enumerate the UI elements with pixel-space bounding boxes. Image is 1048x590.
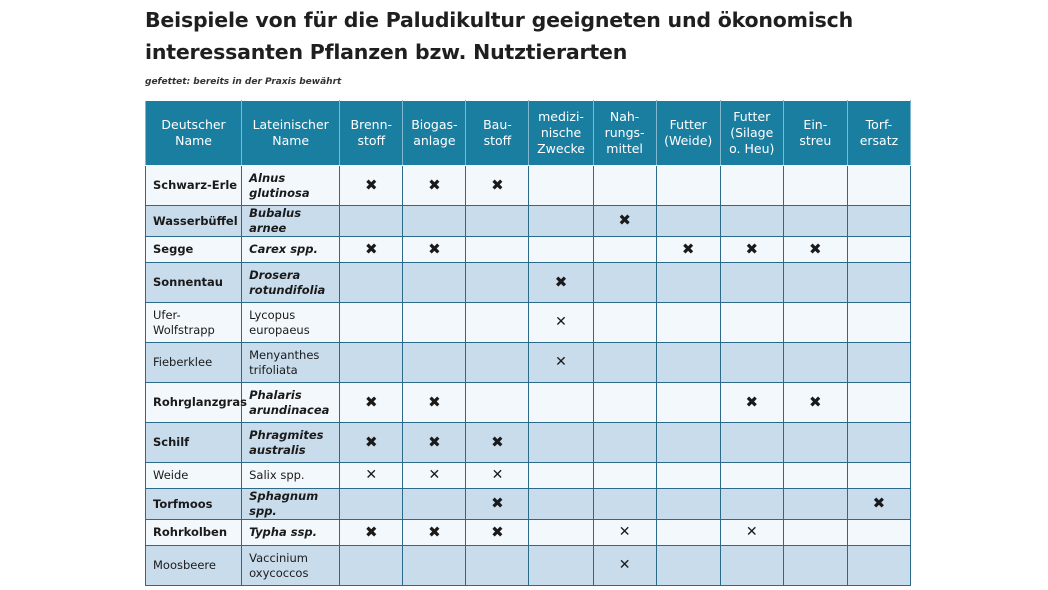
mark-cell: [466, 263, 529, 303]
cross-mark-thin-icon: ✕: [555, 354, 567, 370]
mark-cell: [593, 423, 656, 463]
mark-cell: [466, 489, 529, 520]
header-row: [146, 101, 911, 166]
mark-cell: [656, 166, 720, 206]
cross-mark-icon: ✖: [365, 432, 378, 451]
mark-cell: [847, 520, 910, 546]
column-header: Lateinischer Name: [242, 101, 340, 166]
cross-mark-thin-icon: ✕: [618, 557, 631, 573]
cross-mark-icon: ✖: [809, 239, 822, 258]
mark-cell: [847, 206, 910, 237]
mark-cell: [529, 423, 593, 463]
cross-mark-thin-icon: ✕: [745, 524, 758, 540]
cross-mark-icon: ✖: [491, 432, 504, 451]
column-header: Deutscher Name: [146, 101, 242, 166]
german-name-cell: Sonnentau: [146, 263, 242, 303]
table-row: [146, 206, 911, 237]
cross-mark-icon: ✖: [491, 175, 504, 194]
mark-cell: [783, 166, 847, 206]
cross-mark-icon: ✖: [365, 522, 378, 541]
table-row: [146, 423, 911, 463]
mark-cell: [656, 343, 720, 383]
mark-cell: [340, 383, 403, 423]
cross-mark-thin-icon: ✕: [555, 314, 567, 330]
mark-cell: [529, 166, 593, 206]
column-header: Futter (Silage o. Heu): [720, 101, 783, 166]
column-header: Nah- rungs- mittel: [593, 101, 656, 166]
mark-cell: [403, 383, 466, 423]
table-row: [146, 489, 911, 520]
mark-cell: [340, 423, 403, 463]
cross-mark-icon: ✖: [428, 175, 441, 194]
table-row: [146, 166, 911, 206]
mark-cell: [340, 263, 403, 303]
column-header: Biogas- anlage: [403, 101, 466, 166]
cross-mark-thin-icon: ✕: [365, 467, 378, 483]
mark-cell: [656, 489, 720, 520]
column-header: Futter (Weide): [656, 101, 720, 166]
page-title: Beispiele von für die Paludikultur geeigneten und ökonomisch interessanten Pflanzen bzw. Nutztierarten: [145, 8, 854, 64]
mark-cell: [340, 463, 403, 489]
cross-mark-icon: ✖: [428, 392, 441, 411]
cross-mark-icon: ✖: [745, 239, 759, 258]
mark-cell: [847, 237, 910, 263]
table-row: [146, 383, 911, 423]
cross-mark-icon: ✖: [491, 494, 504, 512]
table-row: [146, 263, 911, 303]
table-body: [146, 166, 911, 586]
mark-cell: [783, 343, 847, 383]
mark-cell: [466, 166, 529, 206]
legend-note: gefettet: bereits in der Praxis bewährt: [145, 77, 342, 87]
cross-mark-thin-icon: ✕: [428, 467, 441, 483]
column-header: Brenn- stoff: [340, 101, 403, 166]
column-header: Torf- ersatz: [847, 101, 910, 166]
mark-cell: [593, 303, 656, 343]
mark-cell: [340, 206, 403, 237]
cross-mark-icon: ✖: [809, 392, 822, 411]
mark-cell: [720, 237, 783, 263]
cross-mark-icon: ✖: [554, 272, 568, 291]
latin-name-cell: Menyanthes trifoliata: [242, 343, 340, 383]
mark-cell: [783, 423, 847, 463]
mark-cell: [466, 463, 529, 489]
mark-cell: [847, 423, 910, 463]
cross-mark-icon: ✖: [428, 432, 441, 451]
column-header: medizi- nische Zwecke: [529, 101, 593, 166]
german-name-cell: Segge: [146, 237, 242, 263]
mark-cell: [656, 520, 720, 546]
mark-cell: [466, 423, 529, 463]
mark-cell: [466, 520, 529, 546]
cross-mark-icon: ✖: [618, 211, 631, 229]
mark-cell: [847, 166, 910, 206]
mark-cell: [720, 206, 783, 237]
latin-name-cell: Salix spp.: [242, 463, 340, 489]
cross-mark-icon: ✖: [491, 522, 504, 541]
mark-cell: [720, 166, 783, 206]
mark-cell: [847, 303, 910, 343]
mark-cell: [656, 263, 720, 303]
mark-cell: [466, 303, 529, 343]
table-row: [146, 520, 911, 546]
latin-name-cell: Sphagnum spp.: [242, 489, 340, 520]
mark-cell: [403, 520, 466, 546]
mark-cell: [529, 237, 593, 263]
mark-cell: [340, 237, 403, 263]
cross-mark-icon: ✖: [745, 392, 759, 411]
table-row: [146, 303, 911, 343]
latin-name-cell: Phalaris arundinacea: [242, 383, 340, 423]
mark-cell: [847, 489, 910, 520]
mark-cell: [720, 520, 783, 546]
mark-cell: [529, 206, 593, 237]
mark-cell: [720, 463, 783, 489]
latin-name-cell: Lycopus europaeus: [242, 303, 340, 343]
mark-cell: [783, 489, 847, 520]
mark-cell: [783, 303, 847, 343]
cross-mark-icon: ✖: [681, 239, 695, 258]
mark-cell: [403, 463, 466, 489]
german-name-cell: Ufer- Wolfstrapp: [146, 303, 242, 343]
german-name-cell: Rohrkolben: [146, 520, 242, 546]
mark-cell: [403, 166, 466, 206]
mark-cell: [720, 423, 783, 463]
mark-cell: [783, 263, 847, 303]
mark-cell: [847, 343, 910, 383]
mark-cell: [783, 237, 847, 263]
mark-cell: [847, 546, 910, 586]
latin-name-cell: Phragmites australis: [242, 423, 340, 463]
mark-cell: [720, 343, 783, 383]
mark-cell: [340, 546, 403, 586]
mark-cell: [656, 383, 720, 423]
latin-name-cell: Vaccinium oxycoccos: [242, 546, 340, 586]
mark-cell: [593, 463, 656, 489]
mark-cell: [656, 303, 720, 343]
mark-cell: [403, 546, 466, 586]
cross-mark-icon: ✖: [428, 522, 441, 541]
mark-cell: [340, 489, 403, 520]
mark-cell: [529, 343, 593, 383]
mark-cell: [340, 520, 403, 546]
mark-cell: [593, 520, 656, 546]
column-header: Ein- streu: [783, 101, 847, 166]
paludiculture-table: [145, 100, 911, 586]
german-name-cell: Torfmoos: [146, 489, 242, 520]
mark-cell: [403, 343, 466, 383]
mark-cell: [529, 520, 593, 546]
mark-cell: [593, 263, 656, 303]
mark-cell: [593, 383, 656, 423]
mark-cell: [783, 383, 847, 423]
mark-cell: [466, 546, 529, 586]
cross-mark-icon: ✖: [365, 392, 378, 411]
mark-cell: [783, 206, 847, 237]
mark-cell: [783, 520, 847, 546]
mark-cell: [403, 263, 466, 303]
mark-cell: [593, 546, 656, 586]
table-row: [146, 237, 911, 263]
mark-cell: [466, 237, 529, 263]
mark-cell: [656, 423, 720, 463]
mark-cell: [593, 166, 656, 206]
mark-cell: [529, 463, 593, 489]
mark-cell: [720, 546, 783, 586]
mark-cell: [783, 546, 847, 586]
table-row: [146, 546, 911, 586]
mark-cell: [403, 206, 466, 237]
mark-cell: [403, 237, 466, 263]
table-row: [146, 463, 911, 489]
mark-cell: [340, 303, 403, 343]
mark-cell: [720, 303, 783, 343]
mark-cell: [340, 166, 403, 206]
mark-cell: [529, 303, 593, 343]
mark-cell: [529, 383, 593, 423]
german-name-cell: Schilf: [146, 423, 242, 463]
cross-mark-icon: ✖: [872, 494, 886, 512]
mark-cell: [847, 463, 910, 489]
mark-cell: [529, 489, 593, 520]
cross-mark-icon: ✖: [365, 175, 378, 194]
latin-name-cell: Bubalus arnee: [242, 206, 340, 237]
mark-cell: [340, 343, 403, 383]
mark-cell: [529, 263, 593, 303]
german-name-cell: Moosbeere: [146, 546, 242, 586]
german-name-cell: Fieberklee: [146, 343, 242, 383]
mark-cell: [593, 237, 656, 263]
latin-name-cell: Drosera rotundifolia: [242, 263, 340, 303]
german-name-cell: Rohrglanzgras: [146, 383, 242, 423]
mark-cell: [466, 206, 529, 237]
latin-name-cell: Typha ssp.: [242, 520, 340, 546]
mark-cell: [593, 206, 656, 237]
cross-mark-icon: ✖: [365, 239, 378, 258]
table-row: [146, 343, 911, 383]
mark-cell: [847, 383, 910, 423]
german-name-cell: Wasserbüffel: [146, 206, 242, 237]
mark-cell: [466, 343, 529, 383]
mark-cell: [656, 206, 720, 237]
mark-cell: [466, 383, 529, 423]
cross-mark-thin-icon: ✕: [618, 524, 631, 540]
latin-name-cell: Alnus glutinosa: [242, 166, 340, 206]
mark-cell: [593, 489, 656, 520]
mark-cell: [656, 546, 720, 586]
column-header: Bau- stoff: [466, 101, 529, 166]
mark-cell: [656, 463, 720, 489]
mark-cell: [720, 383, 783, 423]
mark-cell: [403, 423, 466, 463]
cross-mark-thin-icon: ✕: [491, 467, 504, 483]
mark-cell: [783, 463, 847, 489]
mark-cell: [593, 343, 656, 383]
mark-cell: [656, 237, 720, 263]
mark-cell: [847, 263, 910, 303]
german-name-cell: Weide: [146, 463, 242, 489]
mark-cell: [720, 263, 783, 303]
mark-cell: [403, 303, 466, 343]
cross-mark-icon: ✖: [428, 239, 441, 258]
mark-cell: [529, 546, 593, 586]
german-name-cell: Schwarz-Erle: [146, 166, 242, 206]
mark-cell: [403, 489, 466, 520]
latin-name-cell: Carex spp.: [242, 237, 340, 263]
mark-cell: [720, 489, 783, 520]
